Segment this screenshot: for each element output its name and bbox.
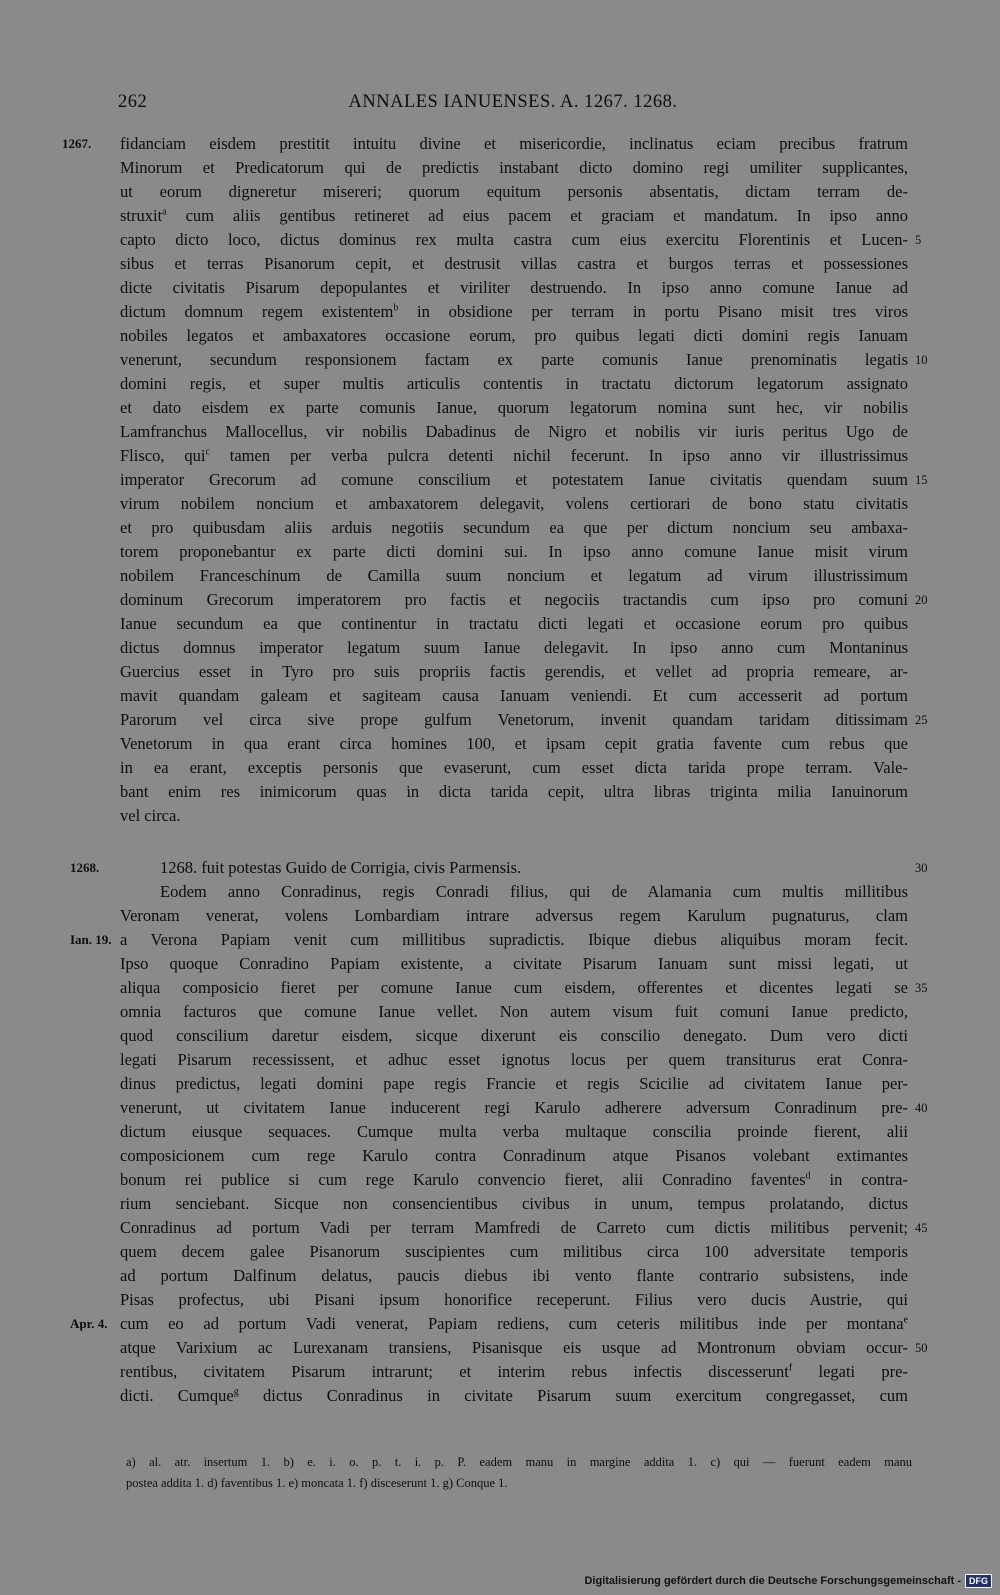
text-line: cum eo ad portum Vadi venerat, Papiam rediens, cum ceteris militibus inde per montana$^e$ xyxy=(120,1314,908,1333)
text-line: nobilem Franceschinum de Camilla suum noncium et legatum ad virum illustrissimum xyxy=(120,566,908,585)
line-number: 15 xyxy=(915,473,928,487)
text-line: rium senciebant. Sicque non consencientibus civibus in unum, tempus prolatando, dictus xyxy=(120,1194,908,1213)
text-line: imperator Grecorum ad comune conscilium et potestatem Ianue civitatis quendam suum xyxy=(120,470,908,489)
text-line: legati Pisarum recessissent, et adhuc esset ignotus locus per quem transiturus erat Conra- xyxy=(120,1050,908,1069)
text-line: vel circa. xyxy=(120,806,181,825)
line-number: 20 xyxy=(915,593,928,607)
margin-date: Ian. 19. xyxy=(70,932,112,947)
text-line: et dato eisdem ex parte comunis Ianue, quorum legatorum nomina sunt hec, vir nobilis xyxy=(120,398,908,417)
text-line: torem proponebantur ex parte dicti domini sui. In ipso anno comune Ianue misit virum xyxy=(120,542,908,561)
line-number: 50 xyxy=(915,1341,928,1355)
line-number: 10 xyxy=(915,353,928,367)
text-line: dicti. Cumque$^g$ dictus Conradinus in civitate Pisarum suum exercitum congregasset, cum xyxy=(120,1386,908,1405)
text-line: bant enim res inimicorum quas in dicta tarida cepit, ultra libras triginta milia Ianuinorum xyxy=(120,782,908,801)
text-line: Guercius esset in Tyro pro suis propriis factis gerendis, et vellet ad propria remeare, ar- xyxy=(120,662,908,681)
text-line: venerunt, secundum responsionem factam ex parte comunis Ianue prenominatis legatis xyxy=(120,350,908,369)
text-line: rentibus, civitatem Pisarum intrarunt; et interim rebus infectis discesserunt$^f$ legati pre- xyxy=(120,1362,908,1381)
text-line: Ianue secundum ea que continentur in tractatu dicti legati et occasione eorum pro quibus xyxy=(120,614,908,633)
text-line: a Verona Papiam venit cum millitibus supradictis. Ibique diebus aliquibus moram fecit. xyxy=(120,930,908,949)
text-line: dictum eiusque sequaces. Cumque multa verba multaque conscilia proinde fierent, alii xyxy=(120,1122,908,1141)
text-line: et pro quibusdam aliis arduis negotiis secundum ea que per dictum noncium seu ambaxa- xyxy=(120,518,908,537)
footnote-marker: d xyxy=(805,1170,811,1182)
footnote-line: a) al. atr. insertum 1. b) e. i. o. p. t. i. p. P. eadem manu in margine addita 1. c) qui — fuerunt eadem manu xyxy=(126,1455,912,1469)
text-line: Pisas profectus, ubi Pisani ipsum honorifice receperunt. Filius vero ducis Austrie, qui xyxy=(120,1290,908,1309)
page-number: 262 xyxy=(118,92,148,112)
text-line: fidanciam eisdem prestitit intuitu divine et misericordie, inclinatus eciam precibus fratrum xyxy=(120,134,908,153)
text-line: bonum rei publice si cum rege Karulo convencio fieret, alii Conradino faventes$^d$ in contra- xyxy=(120,1170,908,1189)
footnote-line: postea addita 1. d) faventibus 1. e) moncata 1. f) disceserunt 1. g) Conque 1. xyxy=(126,1476,508,1490)
page-header xyxy=(118,92,908,122)
margin-date: Apr. 4. xyxy=(70,1316,108,1331)
text-line: ad portum Dalfinum delatus, paucis diebus ibi vento flante contrario subsistens, inde xyxy=(120,1266,908,1285)
footnote-marker: c xyxy=(205,446,210,458)
text-line: ut eorum digneretur misereri; quorum equitum personis absentatis, dictam terram de- xyxy=(120,182,908,201)
margin-year-1267: 1267. xyxy=(62,136,92,151)
line-number: 40 xyxy=(915,1101,928,1115)
footer-text: Digitalisierung gefördert durch die Deutsche Forschungsgemeinschaft - xyxy=(584,1575,961,1587)
text-line: 1268. fuit potestas Guido de Corrigia, civis Parmensis. xyxy=(160,858,522,877)
text-line: composicionem cum rege Karulo contra Conradinum atque Pisanos volebant extimantes xyxy=(120,1146,908,1165)
running-title: ANNALES IANUENSES. A. 1267. 1268. xyxy=(348,92,678,112)
text-line: nobiles legatos et ambaxatores occasione eorum, pro quibus legati dicti domini regis Ianuam xyxy=(120,326,908,345)
line-number: 5 xyxy=(915,233,922,247)
line-number: 30 xyxy=(915,861,928,875)
footnote-marker: f xyxy=(788,1362,793,1374)
text-line: Flisco, qui$^c$ tamen per verba pulcra detenti nichil fecerunt. In ipso anno vir illustrissimus xyxy=(120,446,908,465)
text-line: dicte civitatis Pisarum depopulantes et viriliter destruendo. In ipso anno comune Ianue ad xyxy=(120,278,908,297)
text-line: Lamfranchus Mallocellus, vir nobilis Dabadinus de Nigro et nobilis vir iuris peritus Ugo de xyxy=(120,422,908,441)
text-line: sibus et terras Pisanorum cepit, et destrusit villas castra et burgos terras et possessiones xyxy=(120,254,908,273)
text-line: capto dicto loco, dictus dominus rex multa castra cum eius exercitu Florentinis et Lucen- xyxy=(120,230,908,249)
text-line: venerunt, ut civitatem Ianue inducerent regi Karulo adherere adversum Conradinum pre- xyxy=(120,1098,908,1117)
footnote-marker: g xyxy=(233,1386,239,1398)
text-line: Ipso quoque Conradino Papiam existente, a civitate Pisarum Ianuam sunt missi legati, ut xyxy=(120,954,908,973)
footnotes xyxy=(126,1452,912,1494)
text-line: Veronam venerat, volens Lombardiam intrare adversus regem Karulum pugnaturus, clam xyxy=(120,906,908,925)
text-line: dictum domnum regem existentem$^b$ in obsidione per terram in portu Pisano misit tres viros xyxy=(120,302,908,321)
text-line: Conradinus ad portum Vadi per terram Mamfredi de Carreto cum dictis militibus pervenit; xyxy=(120,1218,908,1237)
text-line: Minorum et Predicatorum qui de predictis instabant dicto domino regi umiliter supplicantes, xyxy=(120,158,908,177)
text-line: quod conscilium daretur eisdem, sicque dixerunt eis conscilio denegato. Dum vero dicti xyxy=(120,1026,908,1045)
footnote-marker: b xyxy=(393,302,399,314)
text-line: Parorum vel circa sive prope gulfum Venetorum, invenit quandam taridam ditissimam xyxy=(120,710,908,729)
line-number: 25 xyxy=(915,713,928,727)
dfg-logo: DFG xyxy=(965,1574,992,1588)
text-line: omnia facturos que comune Ianue vellet. Non autem visum fuit comuni Ianue predicto, xyxy=(120,1002,908,1021)
text-line: in ea erant, exceptis personis que evaserunt, cum esset dicta tarida prope terram. Vale- xyxy=(120,758,908,777)
footnote-marker: e xyxy=(903,1314,908,1326)
text-line: domini regis, et super multis articulis contentis in tractatu dictorum legatorum assignato xyxy=(120,374,908,393)
text-line: Eodem anno Conradinus, regis Conradi filius, qui de Alamania cum multis millitibus xyxy=(160,882,908,901)
line-number: 45 xyxy=(915,1221,928,1235)
text-line: dinus predictus, legati domini pape regis Francie et regis Scicilie ad civitatem Ianue per- xyxy=(120,1074,908,1093)
text-line: atque Varixium ac Lurexanam transiens, Pisanisque eis usque ad Montronum obviam occur- xyxy=(120,1338,908,1357)
line-number: 35 xyxy=(915,981,928,995)
text-line: quem decem galee Pisanorum suscipientes cum militibus circa 100 adversitate temporis xyxy=(120,1242,908,1261)
text-line: Venetorum in qua erant circa homines 100, et ipsam cepit gratia favente cum rebus que xyxy=(120,734,908,753)
text-line: struxit$^a$ cum aliis gentibus retineret ad eius pacem et graciam et mandatum. In ipso anno xyxy=(120,206,908,225)
text-line: aliqua composicio fieret per comune Ianue cum eisdem, offerentes et dicentes legati se xyxy=(120,978,908,997)
footer xyxy=(584,1573,992,1589)
text-line: mavit quandam galeam et sagiteam causa Ianuam veniendi. Et cum accesserit ad portum xyxy=(120,686,908,705)
text-line: virum nobilem noncium et ambaxatorem delegavit, volens certiorari de bono statu civitatis xyxy=(120,494,908,513)
text-line: dominum Grecorum imperatorem pro factis et negociis tractandis cum ipso pro comuni xyxy=(120,590,908,609)
margin-date: 1268. xyxy=(70,860,100,875)
footnote-marker: a xyxy=(162,206,167,218)
text-line: dictus domnus imperator legatum suum Ianue delegavit. In ipso anno cum Montaninus xyxy=(120,638,908,657)
